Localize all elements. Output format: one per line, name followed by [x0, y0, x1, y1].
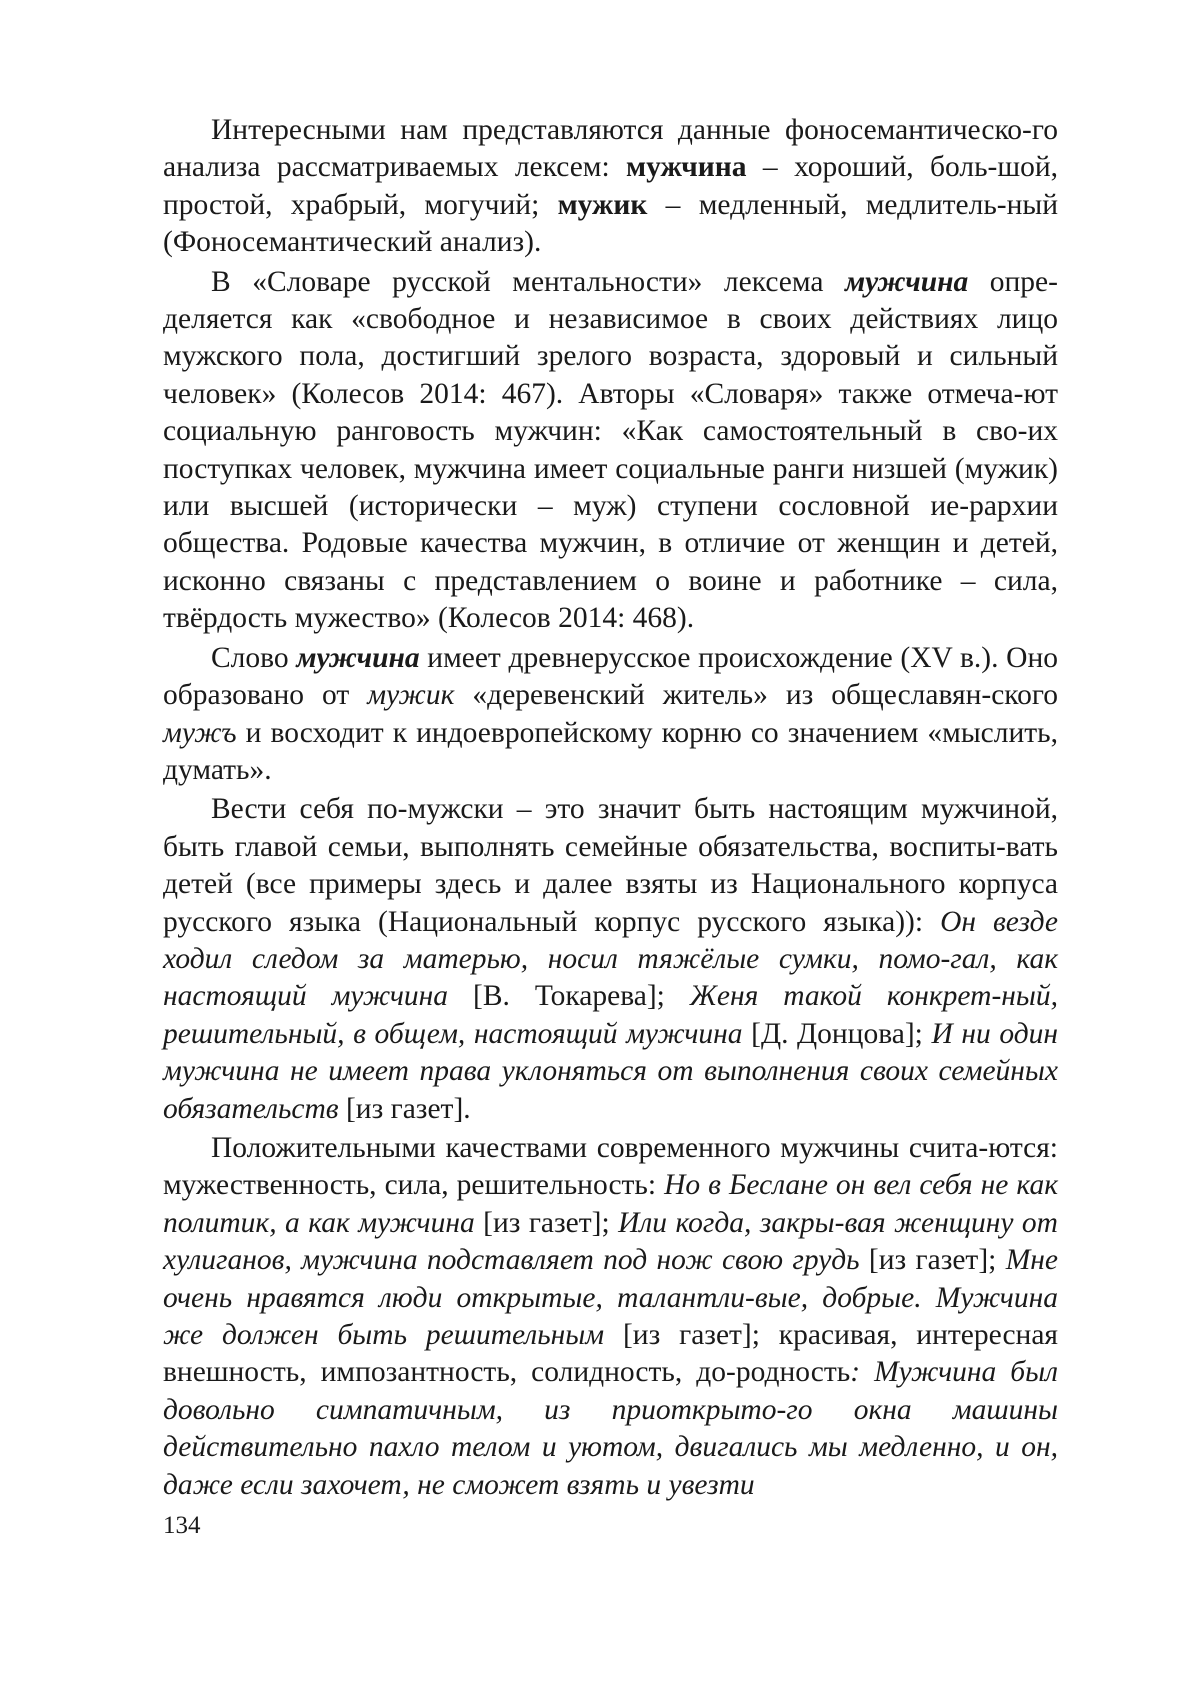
run: Положительными качествами современного мужчины счита-ются: мужественность, сила, решительность:: [163, 1131, 1058, 1202]
term-italic: мужъ: [163, 716, 237, 749]
example-quote: Женя такой конкрет-ный, решительный, в общем, настоящий мужчина: [163, 980, 1059, 1050]
term-bold: мужчина: [626, 151, 747, 184]
run: Интересными нам представляются данные фоносемантическо-го анализа рассматриваемых лексем:: [163, 114, 1058, 184]
source-ref: [из газет];: [474, 1206, 619, 1239]
term-bold: мужик: [557, 188, 648, 221]
run: и восходит к индоевропейскому корню со значением «мыслить, думать».: [163, 716, 1058, 786]
paragraph-2: [163, 264, 1058, 638]
source-ref: [из газет]; красивая, интересная внешность, импозантность, солидность, до-родность: [163, 1319, 1058, 1389]
run: «деревенский житель» из общеславян-ского: [454, 679, 1058, 712]
run: имеет древнерусское происхождение (XV в.). Оно образовано от: [163, 641, 1059, 712]
example-quote: Или когда, закры-вая женщину от хулиганов, мужчина подставляет под нож свою грудь: [163, 1206, 1058, 1277]
term-italic: мужик: [367, 679, 455, 712]
paragraph-1: [163, 112, 1058, 262]
example-quote: Мне очень нравятся люди открытые, талантли-вые, добрые. Мужчина же должен быть решительным: [163, 1244, 1058, 1351]
example-quote: Он везде ходил следом за матерью, носил тяжёлые сумки, помо-гал, как настоящий мужчина: [163, 905, 1058, 1013]
source-ref: [Д. Донцова];: [742, 1017, 932, 1050]
example-quote: : Мужчина был довольно симпатичным, из приоткрыто-го окна машины действительно пахло телом и уютом, двигались мы медленно, и он, даже если захочет, не сможет взять и увезти: [163, 1356, 1058, 1501]
paragraph-5: [163, 1130, 1058, 1504]
source-ref: [из газет];: [859, 1244, 1006, 1277]
run: Слово: [211, 641, 297, 674]
run: В «Словаре русской ментальности» лексема: [211, 265, 845, 298]
paragraph-4: [163, 791, 1058, 1128]
source-ref: [из газет].: [338, 1092, 471, 1125]
run: опре-деляется как «свободное и независимое в своих действиях лицо мужского пола, достигший зрелого возраста, здоровый и сильный человек» (Колесов 2014: 467). Авторы «Словаря» также отмеча-ют социальную ранговость мужчин: «Как самостоятельный в сво-их поступках человек, мужчина имеет социальные ранги низшей (мужик) или высшей (исторически – муж) ступени сословной ие-рархии общества. Родовые качества мужчин, в отличие от женщин и детей, исконно связаны с представлением о воине и работнике – сила, твёрдость мужество» (Колесов 2014: 468).: [163, 265, 1058, 635]
term-bold-italic: мужчина: [844, 265, 969, 298]
example-quote: Но в Беслане он вел себя не как политик, а как мужчина: [163, 1169, 1058, 1239]
document-body: [163, 112, 1058, 1506]
paragraph-3: [163, 640, 1058, 790]
page-number: 134: [163, 1512, 201, 1539]
run: – медленный, медлитель-ный (Фоносемантический анализ).: [163, 188, 1058, 259]
source-ref: [В. Токарева];: [448, 980, 690, 1013]
example-quote: И ни один мужчина не имеет права уклоняться от выполнения своих семейных обязательств: [163, 1017, 1058, 1125]
term-bold-italic: мужчина: [296, 641, 420, 674]
run: – хороший, боль-шой, простой, храбрый, могучий;: [163, 151, 1058, 221]
run: Вести себя по-мужски – это значит быть настоящим мужчиной, быть главой семьи, выполнять семейные обязательства, воспиты-вать детей (все примеры здесь и далее взяты из Национального корпуса русского языка (Национальный корпус русского языка)):: [163, 793, 1058, 938]
